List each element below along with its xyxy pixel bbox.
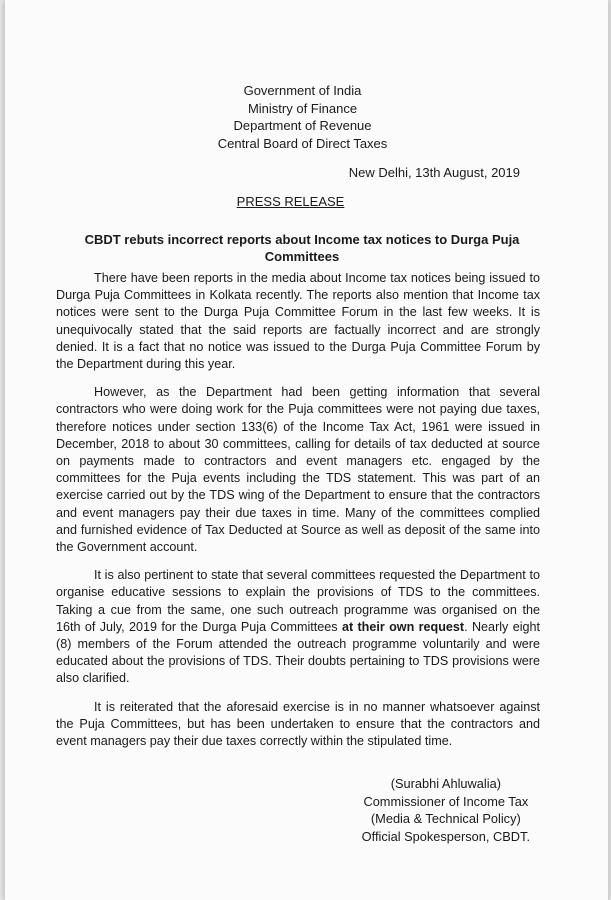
- letterhead-government: Government of India: [243, 83, 362, 98]
- document-page: [4, 0, 609, 900]
- headline: CBDT rebuts incorrect reports about Income tax notices to Durga Puja Committees: [84, 232, 520, 264]
- paragraph-3-text-a: It is also pertinent to state that several committees requested the Department to organise educative sessions to explain the provisions of TDS to the committees. Taking a cue from the same, one such outreach programme was organised on the 16th of July, 2019 for the Durga Puja Committees: [56, 568, 540, 634]
- paragraph-3-text-b: . Nearly eight (8) members of the Forum attended the outreach programme voluntarily and were educated about the provisions of TDS. Their doubts pertaining to TDS provisions were also clarified.: [56, 619, 541, 686]
- signatory-role: Official Spokesperson, CBDT.: [361, 828, 530, 844]
- signatory-department: (Media & Technical Policy): [370, 811, 521, 826]
- letterhead-board: Central Board of Direct Taxes: [217, 135, 388, 151]
- paragraph-3: [56, 567, 540, 687]
- letterhead-department: Department of Revenue: [233, 118, 372, 133]
- dateline: New Delhi, 13th August, 2019: [348, 165, 520, 180]
- paragraph-2: However, as the Department had been getting information that several contractors who were doing work for the Puja committees were not paying due taxes, therefore notices under section 133(6) of the Income Tax Act, 1961 were issued in December, 2018 to about 30 committees, calling for details of tax deducted at source on payments made to contractors and event managers etc. engaged by the committees for the Puja events including the TDS statement. This was part of an exercise carried out by the TDS wing of the Department to ensure that the contractors and event managers pay their due taxes in time. Many of the committees complied and furnished evidence of Tax Deducted at Source as well as deposit of the same into the Government account.: [56, 385, 540, 555]
- signatory-name: (Surabhi Ahluwalia): [390, 776, 501, 791]
- press-release-label: PRESS RELEASE: [236, 194, 345, 209]
- body-text: [56, 270, 540, 761]
- letterhead-ministry: Ministry of Finance: [247, 100, 358, 116]
- signature-block: [362, 775, 530, 845]
- signatory-title: Commissioner of Income Tax: [363, 793, 529, 809]
- paragraph-1: There have been reports in the media about Income tax notices being issued to Durga Puja Committees in Kolkata recently. The reports also mention that Income tax notices were sent to the Durga Puja Committee Forum in the last few weeks. It is unequivocally stated that the said reports are factually incorrect and are strongly denied. It is a fact that no notice was issued to the Durga Puja Committee Forum by the Department during this year.: [56, 271, 540, 372]
- paragraph-3-bold: at their own request: [341, 619, 465, 634]
- letterhead: [5, 82, 600, 152]
- paragraph-4: It is reiterated that the aforesaid exercise is in no manner whatsoever against the Puja Committees, but has been undertaken to ensure that the contractors and event managers pay their due taxes correctly within the stipulated time.: [56, 699, 540, 749]
